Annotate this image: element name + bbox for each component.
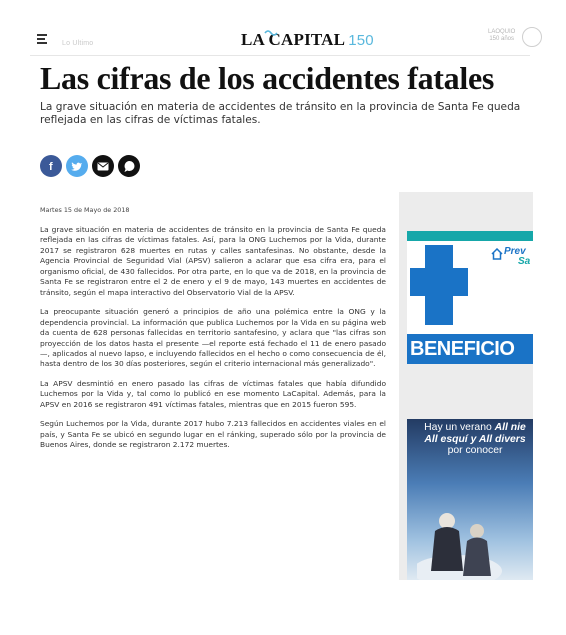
ad-teal-band: [407, 231, 533, 241]
ad-headline-line3: por conocer: [447, 445, 503, 456]
la-capital-logo[interactable]: [241, 30, 374, 50]
skier-photo: [417, 501, 507, 580]
sidebar-ad-column: [399, 192, 533, 580]
logo-wave-icon: [264, 28, 278, 36]
publish-date: Martes 15 de Mayo de 2018: [40, 206, 130, 214]
svg-text:f: f: [49, 161, 53, 172]
user-account-icon[interactable]: [522, 27, 542, 47]
logo-text: LA CAPITAL: [241, 30, 346, 49]
ad-brand-line2: Sa: [518, 256, 531, 267]
article-paragraph: Según Luchemos por la Vida, durante 2017 hubo 7.213 fallecidos en accidentes viales en el país, y Santa Fe se ubicó en segundo lugar en el ránking, superado sólo por la provincia de Buenos Aires, donde se registraron 2.172 muertes.: [40, 419, 386, 450]
anniversary-brand-line2: 150 años: [489, 36, 515, 42]
health-insurance-ad[interactable]: [407, 231, 533, 364]
article-body: [40, 206, 386, 460]
article-paragraph: La preocupante situación generó a principios de año una polémica entre la ONG y la dependencia provincial. La información que publica Luchemos por la Vida en su página web da cuenta de 628 personas fallecidas en territorio santafesino, y aclara que "las cifras son proyección de los datos hasta el presente —el reporte está fechado el 11 de enero pasado—, aplicados al nuevo lapso, e incluyendo fallecidos en el hecho o como consecuencia de él, hasta dentro de los 30 días posteriores, según el criterio internacional más generalizado".: [40, 307, 386, 369]
twitter-share-button[interactable]: [66, 155, 88, 177]
medical-cross-bar: [410, 268, 468, 296]
facebook-icon: [46, 160, 56, 172]
article-title: Las cifras de los accidentes fatales: [40, 60, 495, 96]
top-navigation-bar: [30, 22, 530, 56]
ad-brand-name: [504, 247, 530, 267]
anniversary-brand-line1: LAOQUIO: [488, 29, 516, 35]
ad-headline-line1-emphasis: All nie: [494, 422, 526, 433]
article-subtitle: La grave situación en materia de accidentes de tránsito en la provincia de Santa Fe queda reflejada en las cifras de víctimas fatales.: [40, 101, 521, 126]
house-icon: [491, 248, 503, 260]
latest-news-link[interactable]: Lo Ultimo: [62, 40, 94, 47]
envelope-icon: [97, 162, 109, 171]
share-buttons: [40, 155, 140, 177]
whatsapp-share-button[interactable]: [118, 155, 140, 177]
ad-headline-line1: Hay un verano: [424, 422, 495, 433]
ski-travel-ad[interactable]: [407, 419, 533, 580]
ad-headline-line2: All esquí y All divers: [424, 433, 526, 445]
ad-brand-line1: Prev: [504, 246, 526, 257]
ad-benefit-banner: BENEFICIO: [407, 334, 533, 364]
chat-bubble-icon: [123, 160, 136, 173]
logo-150: 150: [348, 32, 374, 49]
facebook-share-button[interactable]: [40, 155, 62, 177]
anniversary-brand[interactable]: [488, 29, 515, 43]
article-paragraph: La APSV desmintió en enero pasado las cifras de víctimas fatales que había difundido Luchemos por la Vida y, tal como lo publicó en ese momento LaCapital. Además, para la APSV en 2016 se registraron 491 víctimas fatales, mientras que en 2015 fueron 595.: [40, 378, 386, 409]
hamburger-menu-icon[interactable]: [37, 34, 47, 42]
twitter-icon: [71, 161, 83, 171]
article-paragraph: La grave situación en materia de accidentes de tránsito en la provincia de Santa Fe queda reflejada en las cifras de víctimas fatales. Así, para la ONG Luchemos por la Vida, durante 2017 se registraron 628 muertes en rutas y calles santafesinas. No obstante, desde la Agencia Provincial de Seguridad Vial (APSV) salieron a aclarar que esa cifra era, para el organismo oficial, de 430 fallecidos. Por otra parte, en lo que va de 2018, en la provincia de Santa Fe se registraron entre el 2 de enero y el 9 de mayo, 143 muertes en accidentes de tránsito, según el mapa interactivo del Observatorio Vial de la APSV.: [40, 225, 386, 297]
ad-headline: [410, 422, 533, 457]
email-share-button[interactable]: [92, 155, 114, 177]
